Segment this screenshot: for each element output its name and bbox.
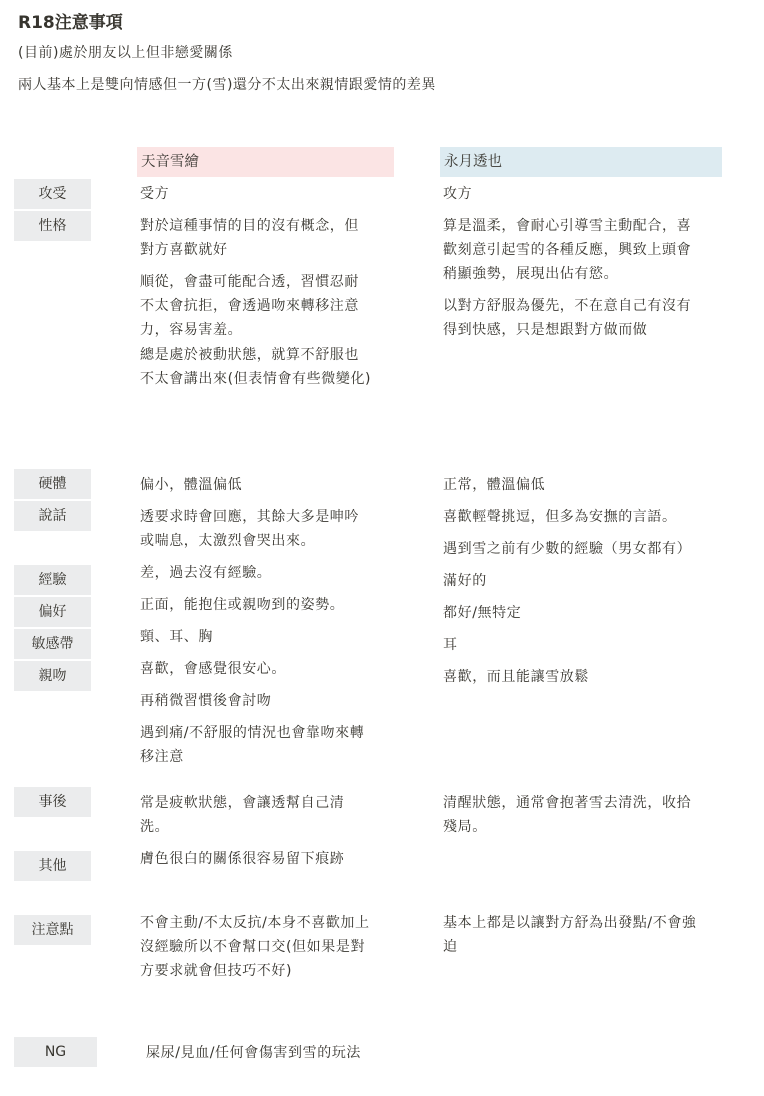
touya-preference: 都好/無特定: [443, 605, 522, 621]
label-kiss: 親吻: [14, 661, 91, 691]
yukie-role: 受方: [140, 186, 170, 202]
touya-sensitive: 耳: [443, 637, 458, 653]
touya-experience: 滿好的: [443, 573, 487, 589]
label-experience: 經驗: [14, 565, 91, 595]
yukie-notes: 不會主動/不太反抗/本身不喜歡加上 沒經驗所以不會幫口交(但如果是對 方要求就會但技巧不好): [140, 915, 370, 979]
label-ng: NG: [14, 1037, 97, 1067]
page-title: R18注意事項: [18, 13, 123, 33]
column-header-yukie: 天音雪繪: [137, 147, 394, 177]
yukie-kiss-1: 喜歡，會感覺很安心。: [140, 661, 286, 677]
yukie-body: 偏小，體溫偏低: [140, 477, 243, 493]
label-speech: 說話: [14, 501, 91, 531]
yukie-experience: 差，過去沒有經驗。: [140, 565, 272, 581]
touya-body: 正常，體溫偏低: [443, 477, 546, 493]
label-personality: 性格: [14, 211, 91, 241]
touya-speech-1: 喜歡輕聲挑逗，但多為安撫的言語。: [443, 509, 677, 525]
label-body: 硬體: [14, 469, 91, 499]
touya-speech-2: 遇到雪之前有少數的經驗（男女都有）: [443, 541, 692, 557]
subtitle-feelings: 兩人基本上是雙向情感但一方(雪)還分不太出來親情跟愛情的差異: [18, 77, 436, 93]
touya-personality-2: 以對方舒服為優先，不在意自己有沒有 得到快感，只是想跟對方做而做: [443, 298, 692, 338]
yukie-speech: 透要求時會回應，其餘大多是呻吟 或喘息，太激烈會哭出來。: [140, 509, 359, 549]
label-role: 攻受: [14, 179, 91, 209]
ng-text: 屎尿/見血/任何會傷害到雪的玩法: [146, 1045, 362, 1061]
yukie-preference: 正面，能抱住或親吻到的姿勢。: [140, 597, 345, 613]
touya-notes: 基本上都是以讓對方舒為出發點/不會強 迫: [443, 915, 697, 955]
yukie-sensitive: 頸、耳、胸: [140, 629, 213, 645]
column-header-touya: 永月透也: [440, 147, 722, 177]
subtitle-relationship: (目前)處於朋友以上但非戀愛關係: [18, 45, 233, 61]
label-sensitive: 敏感帶: [14, 629, 91, 659]
yukie-other: 膚色很白的關係很容易留下痕跡: [140, 851, 345, 867]
yukie-kiss-3: 遇到痛/不舒服的情況也會靠吻來轉 移注意: [140, 725, 365, 765]
label-preference: 偏好: [14, 597, 91, 627]
touya-kiss: 喜歡，而且能讓雪放鬆: [443, 669, 589, 685]
touya-role: 攻方: [443, 186, 473, 202]
touya-personality-1: 算是溫柔，會耐心引導雪主動配合，喜 歡刻意引起雪的各種反應，興致上頭會 稍顯強勢，展現出佔有慾。: [443, 218, 692, 282]
yukie-personality-1: 對於這種事情的目的沒有概念，但 對方喜歡就好: [140, 218, 359, 258]
label-notes: 注意點: [14, 915, 91, 945]
yukie-after: 常是疲軟狀態，會讓透幫自己清 洗。: [140, 795, 345, 835]
yukie-kiss-2: 再稍微習慣後會討吻: [140, 693, 272, 709]
yukie-personality-3: 總是處於被動狀態，就算不舒服也 不太會講出來(但表情會有些微變化): [140, 347, 372, 387]
yukie-personality-2: 順從，會盡可能配合透，習慣忍耐 不太會抗拒，會透過吻來轉移注意 力，容易害羞。: [140, 274, 359, 338]
label-after: 事後: [14, 787, 91, 817]
label-other: 其他: [14, 851, 91, 881]
touya-after: 清醒狀態，通常會抱著雪去清洗，收拾 殘局。: [443, 795, 692, 835]
